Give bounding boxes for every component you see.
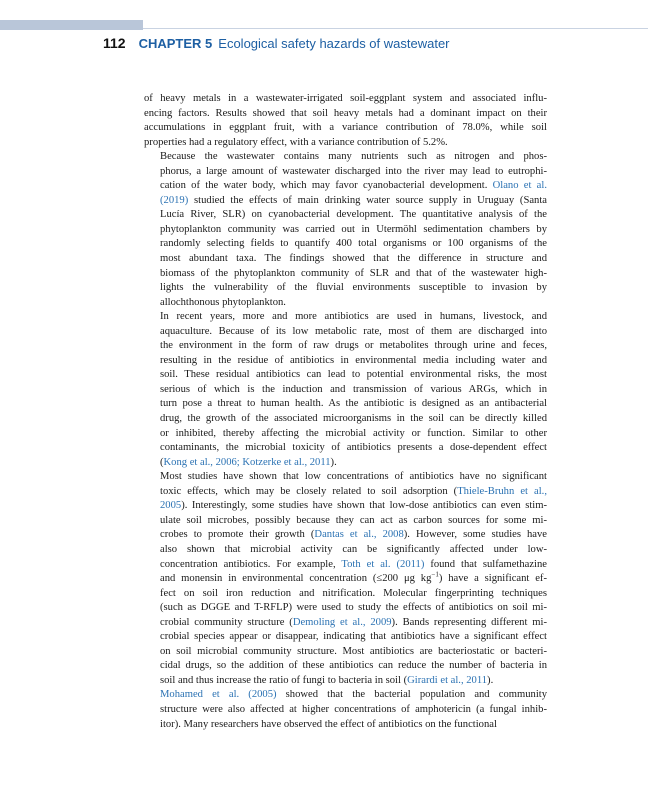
chapter-label: CHAPTER 5 <box>138 36 213 51</box>
text-line <box>144 92 547 107</box>
text-segment: encing factors. Results showed that soil heavy metals had a dominant impact on their <box>144 107 547 119</box>
text-line <box>144 310 547 325</box>
paragraph <box>144 150 547 310</box>
text-line <box>144 441 547 456</box>
text-line <box>144 688 547 703</box>
text-segment: studied the effects of main drinking water source supply in Uruguay (Santa <box>188 194 547 206</box>
text-segment: itor). Many researchers have observed the effect of antibiotics on the functional <box>160 718 497 730</box>
running-header <box>103 35 450 55</box>
text-line <box>144 485 547 500</box>
text-line <box>144 165 547 180</box>
text-line <box>144 427 547 442</box>
text-line <box>144 368 547 383</box>
text-segment: Because the wastewater contains many nutrients such as nitrogen and phos- <box>160 151 547 163</box>
text-line <box>144 514 547 529</box>
text-segment: on soil microbial community structure. Most antibiotics are bacteriostatic or bacteri- <box>160 645 547 657</box>
citation-link[interactable]: 2005 <box>160 500 182 512</box>
text-line <box>144 397 547 412</box>
superscript: −1 <box>431 570 439 579</box>
text-segment: properties had a regulatory effect, with a variance contribution of 5.2%. <box>144 136 448 148</box>
text-line <box>144 543 547 558</box>
text-segment: and monensin in environmental concentration (≤200 μg kg <box>160 573 432 585</box>
text-segment: ). <box>330 456 337 468</box>
citation-link[interactable]: Mohamed et al. (2005) <box>160 689 277 701</box>
text-line <box>144 339 547 354</box>
text-line <box>144 179 547 194</box>
text-line <box>144 601 547 616</box>
text-line <box>144 528 547 543</box>
text-segment: the environment in the form of raw drugs or metabolites through urine and feces, <box>160 340 547 352</box>
body-text <box>144 92 547 732</box>
text-segment: (such as DGGE and T-RFLP) were used to study the effects of antibiotics on soil mi- <box>160 602 547 614</box>
text-line <box>144 616 547 631</box>
text-line <box>144 456 547 471</box>
text-segment: structure were also affected at higher concentrations of amphotericin (a fungal inhib- <box>160 703 547 715</box>
text-segment: ( <box>160 456 164 468</box>
text-line <box>144 659 547 674</box>
text-segment: ). Bands representing different mi- <box>391 616 547 628</box>
text-segment: crobes to promote their growth ( <box>160 529 315 541</box>
text-segment: cidal drugs, so the addition of these antibiotics can reduce the number of bacteria in <box>160 660 547 672</box>
text-line <box>144 470 547 485</box>
text-segment: or inhibited, thereby affecting the microbial activity or function. Similar to other <box>160 427 547 439</box>
text-segment: lights the vulnerability of the fluvial environments susceptible to invasion by <box>160 282 547 294</box>
text-segment: soil. These residual antibiotics can lead to potential environmental risks, the most <box>160 369 547 381</box>
citation-link[interactable]: Toth et al. (2011) <box>341 558 425 570</box>
text-line <box>144 136 547 151</box>
text-line <box>144 150 547 165</box>
text-segment: of heavy metals in a wastewater-irrigated soil-eggplant system and associated influ- <box>144 93 547 104</box>
text-line <box>144 223 547 238</box>
text-line <box>144 499 547 514</box>
citation-link[interactable]: Girardi et al., 2011 <box>407 674 488 686</box>
citation-link[interactable]: Thiele-Bruhn et al., <box>457 485 547 497</box>
text-line <box>144 412 547 427</box>
text-segment: crobial species appear or disappear, indicating that antibiotics have a significant effect <box>160 631 547 643</box>
text-line <box>144 194 547 209</box>
citation-link[interactable]: Demoling et al., 2009 <box>292 616 392 628</box>
text-segment: serious of which is the induction and transmission of various ARGs, which in <box>160 383 547 395</box>
text-segment: Most studies have shown that low concentrations of antibiotics have no significant <box>160 471 547 483</box>
text-segment: cation of the water body, which may favor cyanobacterial development. <box>160 180 493 192</box>
header-accent-bar <box>0 20 143 30</box>
text-line <box>144 267 547 282</box>
text-segment: allochthonous phytoplankton. <box>160 296 286 308</box>
text-segment: resulting in the residue of antibiotics in environmental media including water and <box>160 354 547 366</box>
page-number: 112 <box>103 35 126 51</box>
text-line <box>144 645 547 660</box>
citation-link[interactable]: (2019) <box>160 194 189 206</box>
text-segment: ). <box>487 674 494 686</box>
text-segment: Lucía River, SLR) on cyanobacterial development. The quantitative analysis of the <box>160 209 547 221</box>
text-segment: crobial community structure ( <box>160 616 293 628</box>
header-rule <box>143 28 648 29</box>
citation-link[interactable]: Dantas et al., 2008 <box>314 529 404 541</box>
text-line <box>144 703 547 718</box>
text-line <box>144 718 547 733</box>
text-segment: also shown that microbial activity can be significantly affected under low- <box>160 543 547 555</box>
text-segment: In recent years, more and more antibiotics are used in humans, livestock, and <box>160 311 547 323</box>
text-line <box>144 558 547 573</box>
citation-link[interactable]: Kong et al., 2006; Kotzerke et al., 2011 <box>163 456 331 468</box>
text-segment: toxic effects, which may be closely related to soil adsorption ( <box>160 485 458 497</box>
text-segment: ) have a significant ef- <box>438 573 547 585</box>
paragraph <box>144 92 547 150</box>
text-segment: concentration antibiotics. For example, <box>160 558 342 570</box>
text-segment: drug, the growth of the associated microorganisms in the soil can be directly killed <box>160 413 547 425</box>
text-line <box>144 121 547 136</box>
text-line <box>144 630 547 645</box>
chapter-title: Ecological safety hazards of wastewater <box>218 36 450 51</box>
text-line <box>144 252 547 267</box>
text-segment: aquaculture. Because of its low metabolic rate, most of them are discharged into <box>160 325 547 337</box>
text-line <box>144 383 547 398</box>
text-segment: soil and thus increase the ratio of fungi to bacteria in soil ( <box>160 674 408 686</box>
text-line <box>144 237 547 252</box>
text-line <box>144 674 547 689</box>
text-segment: turn pose a threat to human health. As the antibiotic is designed as an antibacterial <box>160 398 547 410</box>
text-line <box>144 281 547 296</box>
text-segment: biomass of the phytoplankton community of SLR and that of the wastewater high- <box>160 267 547 279</box>
text-line <box>144 354 547 369</box>
text-segment: ulate soil microbes, possibly because they can act as carbon sources for some mi- <box>160 514 547 526</box>
text-line <box>144 325 547 340</box>
text-segment: accumulations in eggplant fruit, with a variance contribution of 78.0%, while soil <box>144 122 547 134</box>
text-segment: phorus, a large amount of wastewater discharged into the river may lead to eutrophi- <box>160 165 547 177</box>
citation-link[interactable]: Olano et al. <box>492 180 547 192</box>
text-line <box>144 587 547 602</box>
text-segment: showed that the bacterial population and community <box>276 689 547 701</box>
text-line <box>144 296 547 311</box>
text-segment: found that sulfamethazine <box>424 558 547 570</box>
text-line <box>144 572 547 587</box>
text-segment: ). However, some studies have <box>403 529 548 541</box>
text-segment: most abundant taxa. The findings showed that the difference in structure and <box>160 253 547 265</box>
text-segment: phytoplankton community was carried out in Utermöhl sedimentation chambers by <box>160 223 547 235</box>
text-segment: fect on soil iron reduction and nitrification. Molecular fingerprinting techniques <box>160 587 547 599</box>
text-segment: randomly selecting fields to quantify 400 total organisms or 100 organisms of the <box>160 238 547 250</box>
paragraph <box>144 310 547 470</box>
text-line <box>144 107 547 122</box>
paragraph <box>144 688 547 732</box>
text-line <box>144 208 547 223</box>
paragraph <box>144 470 547 688</box>
text-segment: contaminants, the microbial toxicity of antibiotics presents a dose-dependent effect <box>160 442 547 454</box>
text-segment: ). Interestingly, some studies have shown that low-dose antibiotics can even stim- <box>181 500 547 512</box>
